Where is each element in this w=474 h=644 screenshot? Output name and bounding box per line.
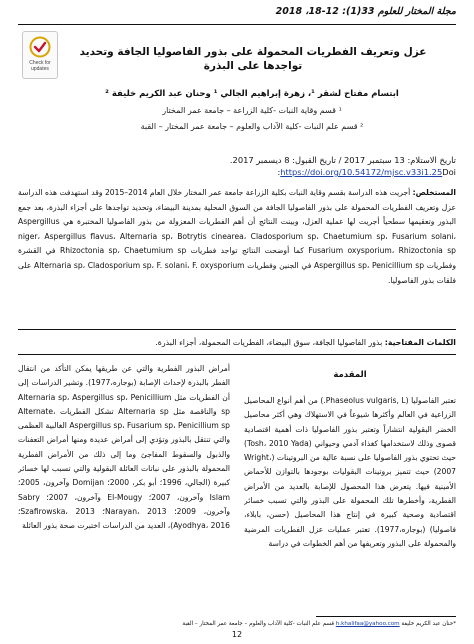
abstract — [18, 186, 456, 326]
keywords-text: بذور الفاصوليا الجافة، سوق البيضاء، الفطريات المحمولة، أجزاء البذرة. — [155, 338, 383, 347]
body-column-right — [244, 362, 456, 616]
paper-title: عزل وتعريف الفطريات المحمولة على بذور الفاصوليا الجافة وتحديد تواجدها على البذرة — [79, 46, 427, 72]
footnote-suffix: قسم علم النبات -كلية الآداب والعلوم – جامعة عمر المختار – القبة — [182, 621, 335, 627]
body-column-left — [18, 362, 230, 616]
abstract-label: المستخلص: — [412, 188, 456, 197]
journal-header: مجلة المختار للعلوم 33(1): 12-18، 2018 — [275, 6, 456, 17]
corresponding-email-link[interactable]: h.khalifaa@yahoo.com — [335, 621, 400, 627]
introduction-heading: المقدمة — [333, 370, 367, 380]
affiliation-2: ² قسم علم النبات -كلية الآداب والعلوم – جامعة عمر المختار – القبة — [140, 122, 364, 131]
page-number: 12 — [231, 630, 243, 639]
doi-line — [18, 166, 456, 178]
doi-link[interactable]: https://doi.org/10.54172/mjsc.v33i1.25 — [280, 167, 443, 177]
introduction-text-right: تعتبر الفاصوليا (Phaseolus vulgaris, L.) من أهم أنواع المحاصيل الزراعية في العالم وأكثرها شيوعاً في الاستهلاك وهي أكثر محاصيل الخضر البقولية انتشاراً وتعتبر بذور الفاصوليا ذات أهمية اقتصادية قصوى وذلك لاستخدامها كغذاء آدمي وحيواني (Tosh، 2010 Yada) حيث تحتوي بذور الفاصوليا على نسبة عالية من البروتينات (Wright، 2007) حيث تتميز بروتينات البقوليات بوجودها بالتوازن للأحماض الأمينية فيها. يتعرض هذا المحصول للإصابة بالعديد من الأمراض الفطرية، وأخطرها تلك المحمولة على البذور والتي تسبب خسائر اقتصادية وصحية كبيرة في إنتاج هذا المحاصيل (حسن، بابلاء، فاصوليا) (بوجاره،1977). تعتبر عمليات عزل الفطريات المرضية والمحمولة على البذور وتعريفها من أهم الخطوات في دراسة — [244, 396, 456, 548]
check-badge-line1: Check for — [29, 60, 51, 66]
check-updates-icon — [29, 36, 51, 58]
footnote-rule — [316, 616, 456, 617]
affiliation-1: ¹ قسم وقاية النبات -كلية الزراعة – جامعة عمر المختار — [162, 106, 342, 115]
check-badge-line2: updates — [31, 66, 49, 72]
doi-label: Doi: — [277, 167, 456, 177]
abstract-text: أجريت هذه الدراسة بقسم وقاية النبات بكلية الزراعة جامعة عمر المختار خلال العام 2014–2015 وقد استهدفت هذه الدراسة عزل وتعريف الفطريات المحمولة على بذور الفاصوليا الجافة من السوق المحلية بمدينة البيضاء، وتحديد تواجدها على أجزاء البذرة، بعد جمع البذور وتعقيمها سطحياً أجريت لها عملية العزل، وبينت النتائج أن أهم الفطريات المعزولة من بذور الفاصوليا المختبرة هي Aspergillus niger، Aspergillus flavus، Alternaria sp، Botrytis cinearea، Cladosporium sp، Chaetumium sp، Fusarium solani، Fusarium oxysporium، Rhizoctonia sp كما أوضحت النتائج تواجد فطريات Rhizoctonia sp، Chaetumium sp في القشرة وفطريات Aspergillus sp، Penicillium sp في الجنين وفطريات Alternaria sp، Cladosporium sp، F. solani، F. oxysporium على فلقات بذور الفاصوليا. — [18, 188, 456, 285]
header-rule — [18, 24, 456, 25]
check-for-updates-badge[interactable] — [22, 31, 58, 79]
footnote-prefix: *حنان عبد الكريم خليفة — [401, 621, 456, 627]
keywords — [18, 337, 456, 349]
introduction-text-left: أمراض البذور الفطرية والتي عن طريقها يمكن التأكد من انتقال الفطر بالبذرة لإحداث الإصابة (بوجاره،1977). وتشير الدراسات إلى أن الفطريات مثل Alternaria sp، Aspergillus sp، Penicillium sp والناقصة مثل Alternaria sp تشكل الفطريات Alternate، Aspergillus sp، Fusarium sp، Penicillium sp الغالبية العظمى والتي تنتقل بالبذور وتؤدي إلى أمراض عديدة ومنها أمراض التعفنات والذبول والسقوط المفاجئ وما إلى ذلك من الأمراض الفطرية المحمولة بالبذور على نباتات العائلة البقولية والتي تسبب لها خسائر كبيرة (الجالي، 1996؛ أبو بكر، 2000؛ Domijan وآخرون، 2005؛ Islam وآخرون، 2007؛ El-Mougy وآخرون، 2007؛ Sabry وآخرون، 2009؛ Narayan، 2013؛ Szafirowska، 2013؛ Ayodhya، 2016)، العديد من الدراسات اختبرت صحة بذور العائلة — [18, 364, 230, 531]
corresponding-author-footnote — [18, 620, 456, 628]
received-accepted-dates: تاريخ الاستلام: 13 سبتمبر 2017 / تاريخ القبول: 8 ديسمبر 2017. — [229, 155, 456, 165]
keywords-bottom-rule — [18, 354, 456, 355]
keywords-label: الكلمات المفتاحية: — [384, 338, 456, 347]
keywords-top-rule — [18, 329, 456, 330]
author-list: ابتسام مفتاح لشقر ¹، زهرة إبراهيم الجالي ¹ وحنان عبد الكريم خليفة ² — [105, 89, 399, 99]
